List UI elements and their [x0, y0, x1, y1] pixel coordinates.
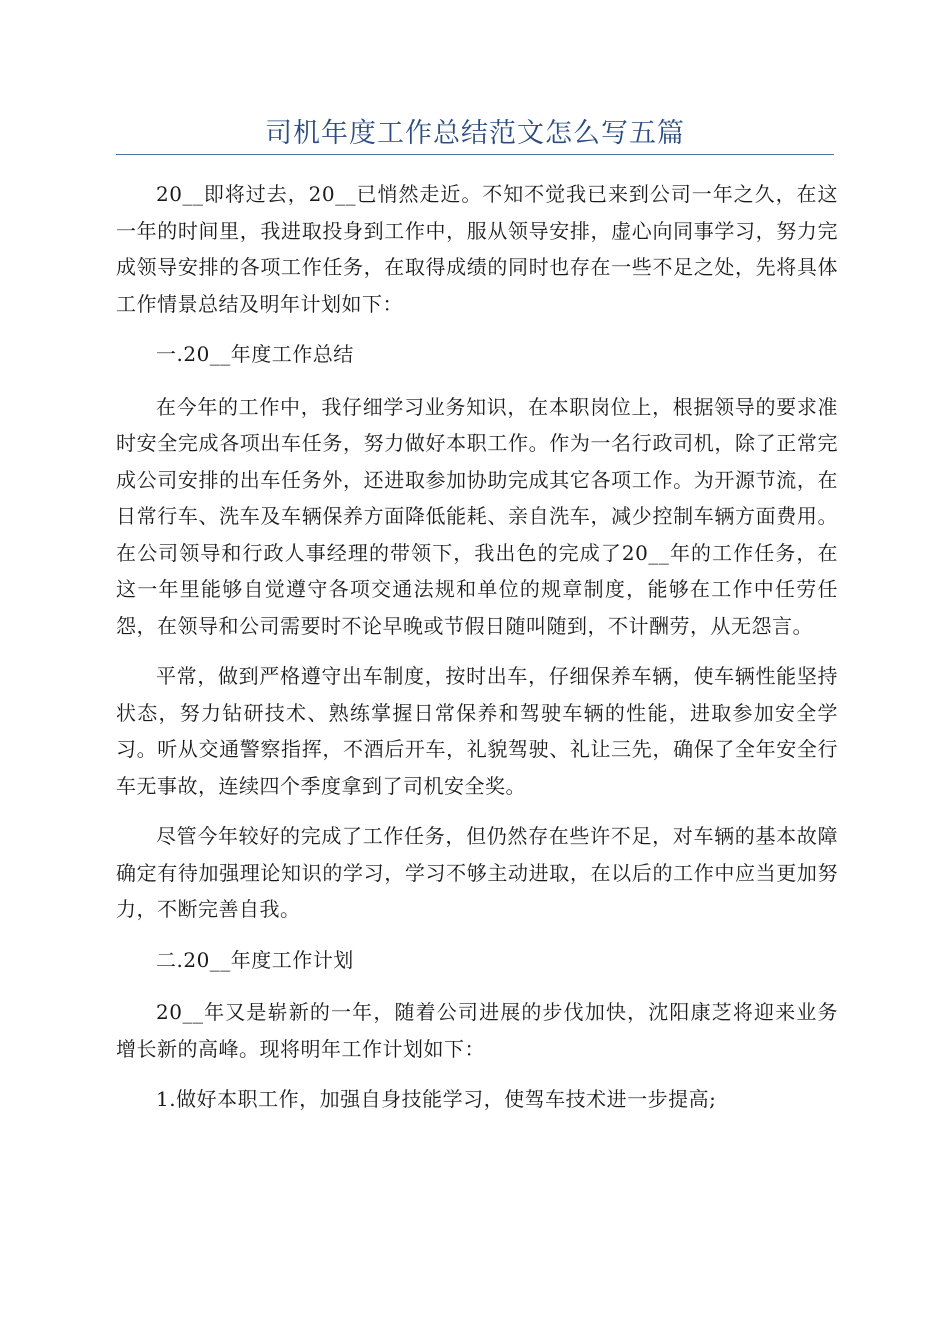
- section-heading-plan: 二.20__年度工作计划: [156, 947, 354, 972]
- body-paragraph: 在今年的工作中，我仔细学习业务知识，在本职岗位上，根据领导的要求准时安全完成各项出车任务，努力做好本职工作。作为一名行政司机，除了正常完成公司安排的出车任务外，还进取参加协助完成其它各项工作。为开源节流，在日常行车、洗车及车辆保养方面降低能耗、亲自洗车，减少控制车辆方面费用。在公司领导和行政人事经理的带领下，我出色的完成了20__年的工作任务，在这一年里能够自觉遵守各项交通法规和单位的规章制度，能够在工作中任劳任怨，在领导和公司需要时不论早晚或节假日随叫随到，不计酬劳，从无怨言。: [116, 394, 838, 638]
- document-title: 司机年度工作总结范文怎么写五篇: [265, 118, 685, 149]
- body-paragraph: 20__年又是崭新的一年，随着公司进展的步伐加快，沈阳康芝将迎来业务增长新的高峰。现将明年工作计划如下：: [116, 1000, 838, 1061]
- intro-paragraph: 20__即将过去，20__已悄然走近。不知不觉我已来到公司一年之久，在这一年的时间里，我进取投身到工作中，服从领导安排，虚心向同事学习，努力完成领导安排的各项工作任务，在取得成绩的同时也存在一些不足之处，先将具体工作情景总结及明年计划如下：: [116, 182, 838, 316]
- body-paragraph: 尽管今年较好的完成了工作任务，但仍然存在些许不足，对车辆的基本故障确定有待加强理论知识的学习，学习不够主动进取，在以后的工作中应当更加努力，不断完善自我。: [116, 824, 838, 921]
- plan-list-item: 1.做好本职工作，加强自身技能学习，使驾车技术进一步提高;: [156, 1087, 717, 1111]
- title-underline: [116, 154, 834, 155]
- document-body: [116, 176, 838, 1118]
- body-paragraph: 平常，做到严格遵守出车制度，按时出车，仔细保养车辆，使车辆性能坚持状态，努力钻研技术、熟练掌握日常保养和驾驶车辆的性能，进取参加安全学习。听从交通警察指挥，不酒后开车，礼貌驾驶、礼让三先，确保了全年安全行车无事故，连续四个季度拿到了司机安全奖。: [116, 664, 838, 798]
- section-heading-summary: 一.20__年度工作总结: [156, 342, 354, 366]
